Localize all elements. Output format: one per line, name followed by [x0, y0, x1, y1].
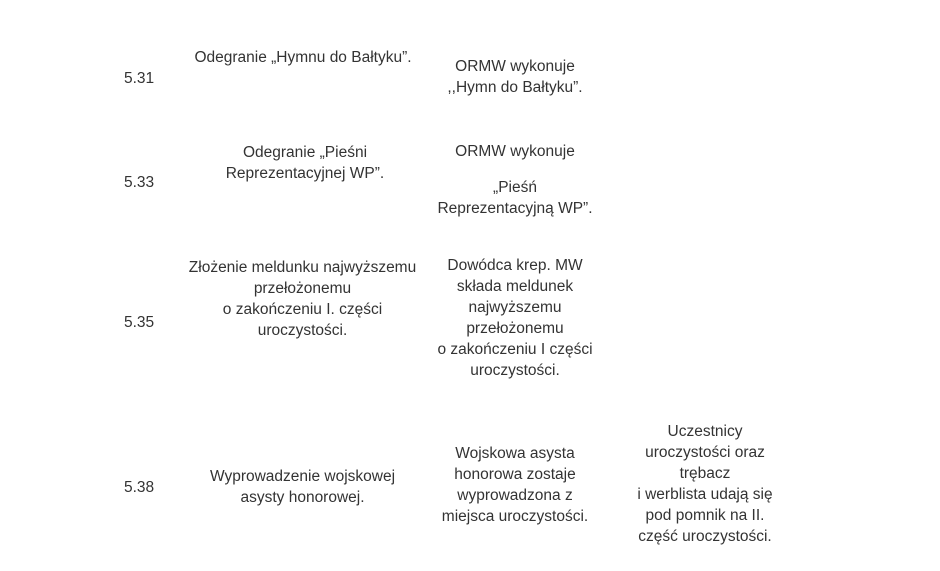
row-number: 5.33 [124, 174, 155, 191]
event-text: o zakończeniu I. części [222, 301, 383, 318]
action-cell [425, 141, 605, 219]
event-cell [178, 47, 428, 68]
event-cell [170, 257, 435, 341]
notes-text: pod pomnik na II. [645, 507, 765, 524]
action-cell [425, 56, 605, 98]
action-text: przełożonemu [466, 320, 564, 337]
action-text: honorowa zostaje [454, 466, 576, 483]
row-number: 5.38 [124, 479, 155, 496]
event-text: Złożenie meldunku najwyższemu [188, 259, 417, 276]
action-cell [425, 443, 605, 527]
action-text: uroczystości. [470, 362, 560, 379]
event-text: Wyprowadzenie wojskowej [209, 468, 396, 485]
action-text: Reprezentacyjną WP”. [437, 200, 593, 217]
event-text: Odegranie „Hymnu do Bałtyku”. [194, 49, 412, 66]
action-text: Wojskowa asysta [455, 445, 575, 462]
event-text: uroczystości. [257, 322, 348, 339]
action-text: ORMW wykonuje [455, 143, 575, 160]
event-text: Reprezentacyjnej WP”. [225, 165, 385, 182]
event-text: przełożonemu [253, 280, 352, 297]
row-number: 5.35 [124, 314, 155, 331]
notes-text: trębacz [679, 465, 731, 482]
notes-text: uroczystości oraz [645, 444, 765, 461]
action-text: Dowódca krep. MW [447, 257, 583, 274]
notes-text: Uczestnicy [667, 423, 743, 440]
event-cell [180, 466, 425, 508]
action-text: o zakończeniu I części [437, 341, 593, 358]
action-text: najwyższemu [468, 299, 562, 316]
notes-cell [605, 421, 805, 547]
action-cell [425, 255, 605, 381]
event-text: asysty honorowej. [240, 489, 365, 506]
action-text: miejsca uroczystości. [441, 508, 589, 525]
event-cell [190, 142, 420, 184]
action-text: ORMW wykonuje [455, 58, 575, 75]
event-text: Odegranie „Pieśni [242, 144, 368, 161]
notes-text: część uroczystości. [638, 528, 772, 545]
action-text: wyprowadzona z [457, 487, 573, 504]
action-text: składa meldunek [456, 278, 574, 295]
notes-text: i werblista udają się [637, 486, 773, 503]
row-number: 5.31 [124, 70, 155, 87]
action-text: ,,Hymn do Bałtyku”. [447, 79, 583, 96]
action-text: „Pieśń [493, 179, 537, 196]
